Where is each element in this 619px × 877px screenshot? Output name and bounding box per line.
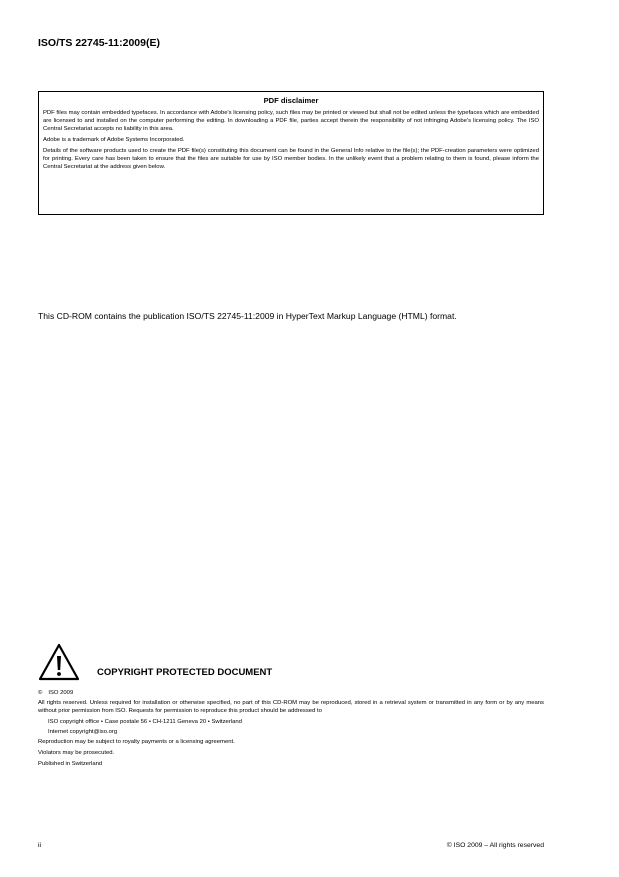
footer-copyright: © ISO 2009 – All rights reserved xyxy=(446,842,544,849)
copyright-title: COPYRIGHT PROTECTED DOCUMENT xyxy=(97,667,273,678)
copyright-section xyxy=(38,689,544,771)
warning-triangle-icon xyxy=(38,643,80,681)
page-number: ii xyxy=(38,842,42,849)
published-text: Published in Switzerland xyxy=(38,761,103,767)
violators-text: Violators may be prosecuted. xyxy=(38,750,115,756)
cdrom-description: This CD-ROM contains the publication ISO/TS 22745-11:2009 in HyperText Markup Language (HTML) format. xyxy=(38,311,457,321)
pdf-disclaimer-box xyxy=(38,91,544,215)
copyright-year: ISO 2009 xyxy=(48,690,74,696)
disclaimer-paragraph: Details of the software products used to create the PDF file(s) constituting this document can be found in the General Info relative to the file(s); the PDF-creation parameters were optimized for printing. Every care has been taken to ensure that the files are suitable for use by ISO member bodies. In the unlikely event that a problem relating to them is found, please inform the Central Secretariat at the address given below. xyxy=(43,148,539,170)
copyright-office-address: ISO copyright office • Case postale 56 • CH-1211 Geneva 20 • Switzerland xyxy=(48,719,242,725)
document-id-header: ISO/TS 22745-11:2009(E) xyxy=(38,37,160,49)
disclaimer-title: PDF disclaimer xyxy=(263,96,319,105)
disclaimer-paragraph: PDF files may contain embedded typefaces. In accordance with Adobe's licensing policy, such files may be printed or viewed but shall not be edited unless the typefaces which are embedded are licensed to and installed on the computer performing the editing. In downloading a PDF file, parties accept therein the responsibility of not infringing Adobe's licensing policy. The ISO Central Secretariat accepts no liability in this area. xyxy=(43,110,539,132)
copyright-symbol: © xyxy=(38,690,43,696)
royalty-text: Reproduction may be subject to royalty payments or a licensing agreement. xyxy=(38,739,235,745)
disclaimer-paragraph: Adobe is a trademark of Adobe Systems Incorporated. xyxy=(43,137,185,143)
rights-reserved-text: All rights reserved. Unless required for installation or otherwise specified, no part of this CD-ROM may be reproduced, stored in a retrieval system or transmitted in any form or by any means without prior permission from ISO. Requests for permission to reproduce this product should be addressed to xyxy=(38,700,544,714)
copyright-internet: Internet copyright@iso.org xyxy=(48,729,118,735)
copyright-year-line xyxy=(38,689,544,697)
